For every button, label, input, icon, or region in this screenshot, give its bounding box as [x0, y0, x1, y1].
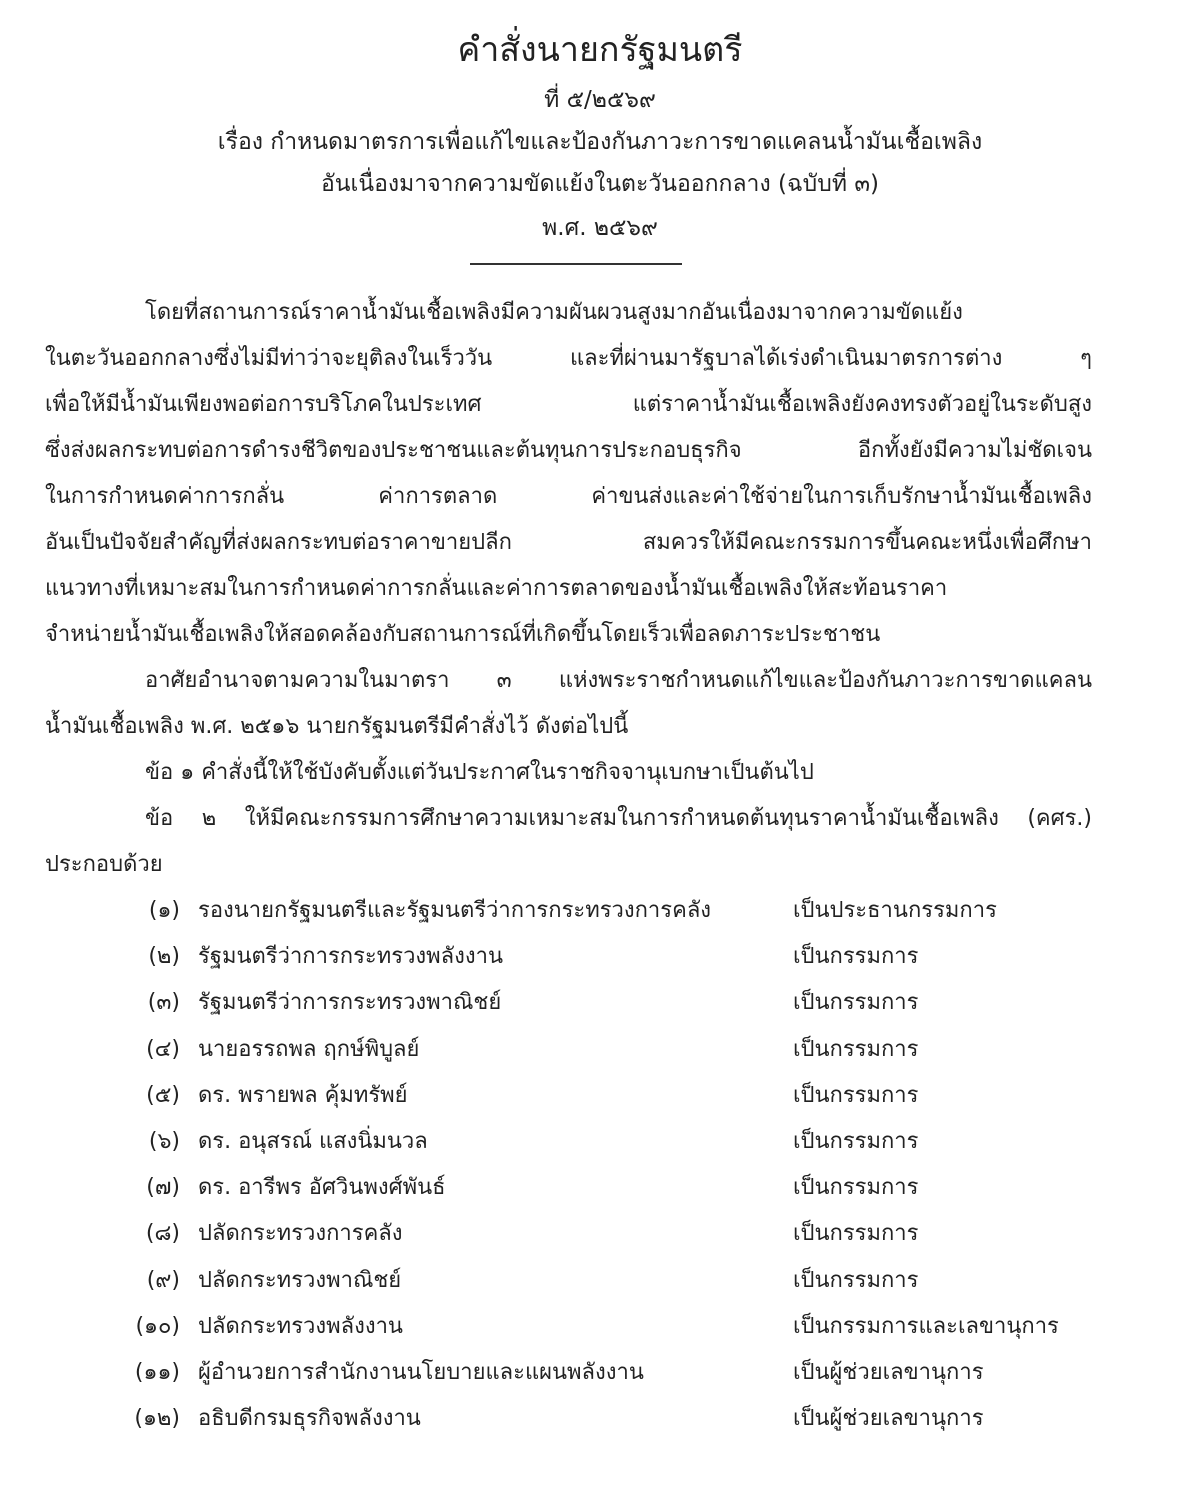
clause-1: ข้อ ๑ คำสั่งนี้ให้ใช้บังคับตั้งแต่วันประกาศในราชกิจจานุเบกษาเป็นต้นไป: [145, 760, 814, 785]
order-number: ที่ ๕/๒๕๖๙: [544, 87, 656, 113]
member-number: (๑): [148, 898, 180, 923]
member-number: (๓): [147, 990, 180, 1016]
member-name: ผู้อำนวยการสำนักงานนโยบายและแผนพลังงาน: [198, 1360, 644, 1385]
document-title: คำสั่งนายกรัฐมนตรี: [457, 30, 743, 70]
member-name: ปลัดกระทรวงพลังงาน: [198, 1313, 403, 1339]
member-number: (๑๑): [134, 1360, 180, 1385]
preamble-line: จำหน่ายน้ำมันเชื้อเพลิงให้สอดคล้องกับสถานการณ์ที่เกิดขึ้นโดยเร็วเพื่อลดภาระประชาชน: [45, 622, 881, 647]
member-role: เป็นกรรมการ: [793, 1129, 919, 1154]
member-role: เป็นผู้ช่วยเลขานุการ: [793, 1406, 984, 1432]
authority-line: น้ำมันเชื้อเพลิง พ.ศ. ๒๕๑๖ นายกรัฐมนตรีมีคำสั่งไว้ ดังต่อไปนี้: [45, 714, 629, 739]
subject-line-1: เรื่อง กำหนดมาตรการเพื่อแก้ไขและป้องกันภาวะการขาดแคลนน้ำมันเชื้อเพลิง: [217, 129, 983, 155]
member-name: อธิบดีกรมธุรกิจพลังงาน: [198, 1406, 421, 1432]
member-name: ปลัดกระทรวงพาณิชย์: [198, 1267, 402, 1293]
preamble-line: ในการกำหนดค่าการกลั่น ค่าการตลาด ค่าขนส่งและค่าใช้จ่ายในการเก็บรักษาน้ำมันเชื้อเพลิง: [45, 484, 1092, 509]
clause-2-continued: ประกอบด้วย: [45, 852, 163, 877]
member-number: (๒): [148, 944, 180, 970]
preamble-line: ซึ่งส่งผลกระทบต่อการดำรงชีวิตของประชาชนและต้นทุนการประกอบธุรกิจ อีกทั้งยังมีความไม่ชัดเจน: [45, 438, 1092, 463]
member-number: (๖): [148, 1129, 180, 1154]
member-name: รัฐมนตรีว่าการกระทรวงพาณิชย์: [198, 990, 502, 1016]
committee-member-row: [0, 986, 1200, 1020]
authority-line: อาศัยอำนาจตามความในมาตรา ๓ แห่งพระราชกำหนดแก้ไขและป้องกันภาวะการขาดแคลน: [145, 668, 1092, 693]
member-number: (๗): [146, 1175, 180, 1201]
committee-member-row: [0, 1264, 1200, 1298]
preamble-line: ในตะวันออกกลางซึ่งไม่มีท่าว่าจะยุติลงในเร็ววัน และที่ผ่านมารัฐบาลได้เร่งดำเนินมาตรการต่าง ๆ: [45, 346, 1092, 371]
committee-member-row: [0, 1310, 1200, 1344]
committee-member-row: [0, 940, 1200, 974]
year: พ.ศ. ๒๕๖๙: [542, 215, 658, 241]
member-role: เป็นกรรมการ: [793, 1082, 919, 1108]
committee-member-row: [0, 1033, 1200, 1067]
committee-member-row: [0, 1171, 1200, 1205]
member-role: เป็นกรรมการ: [793, 1036, 919, 1062]
preamble-line: แนวทางที่เหมาะสมในการกำหนดค่าการกลั่นและค่าการตลาดของน้ำมันเชื้อเพลิงให้สะท้อนราคา: [45, 576, 948, 601]
member-name: ปลัดกระทรวงการคลัง: [198, 1221, 403, 1247]
committee-member-row: [0, 1402, 1200, 1436]
committee-member-row: [0, 1217, 1200, 1251]
preamble-line: อันเป็นปัจจัยสำคัญที่ส่งผลกระทบต่อราคาขายปลีก สมควรให้มีคณะกรรมการขึ้นคณะหนึ่งเพื่อศึกษา: [45, 530, 1092, 555]
member-name: ดร. พรายพล คุ้มทรัพย์: [198, 1082, 408, 1108]
member-number: (๑๒): [134, 1406, 180, 1432]
member-name: รองนายกรัฐมนตรีและรัฐมนตรีว่าการกระทรวงการคลัง: [198, 898, 712, 923]
committee-member-row: [0, 1356, 1200, 1390]
member-role: เป็นกรรมการ: [793, 944, 919, 970]
member-name: นายอรรถพล ฤกษ์พิบูลย์: [198, 1036, 420, 1062]
member-number: (๔): [146, 1036, 180, 1062]
member-name: ดร. อนุสรณ์ แสงนิ่มนวล: [198, 1129, 428, 1154]
member-role: เป็นประธานกรรมการ: [793, 898, 997, 923]
member-role: เป็นกรรมการและเลขานุการ: [793, 1313, 1059, 1339]
preamble-line: โดยที่สถานการณ์ราคาน้ำมันเชื้อเพลิงมีความผันผวนสูงมากอันเนื่องมาจากความขัดแย้ง: [145, 300, 963, 325]
member-role: เป็นกรรมการ: [793, 1267, 919, 1293]
member-name: รัฐมนตรีว่าการกระทรวงพลังงาน: [198, 944, 504, 970]
member-number: (๑๐): [135, 1313, 180, 1339]
committee-member-row: [0, 1125, 1200, 1159]
committee-member-row: [0, 894, 1200, 928]
divider: [470, 263, 682, 265]
member-role: เป็นผู้ช่วยเลขานุการ: [793, 1360, 984, 1385]
subject-line-2: อันเนื่องมาจากความขัดแย้งในตะวันออกกลาง (ฉบับที่ ๓): [320, 171, 880, 197]
member-number: (๙): [146, 1267, 180, 1293]
preamble-line: เพื่อให้มีน้ำมันเพียงพอต่อการบริโภคในประเทศ แต่ราคาน้ำมันเชื้อเพลิงยังคงทรงตัวอยู่ในระดับสูง: [45, 392, 1092, 417]
clause-2: ข้อ ๒ ให้มีคณะกรรมการศึกษาความเหมาะสมในการกำหนดต้นทุนราคาน้ำมันเชื้อเพลิง (คศร.): [145, 806, 1092, 831]
member-role: เป็นกรรมการ: [793, 990, 919, 1016]
member-name: ดร. อารีพร อัศวินพงศ์พันธ์: [198, 1175, 446, 1201]
member-number: (๕): [146, 1082, 180, 1108]
member-role: เป็นกรรมการ: [793, 1221, 919, 1247]
member-number: (๘): [145, 1221, 180, 1247]
committee-member-row: [0, 1079, 1200, 1113]
member-role: เป็นกรรมการ: [793, 1175, 919, 1201]
